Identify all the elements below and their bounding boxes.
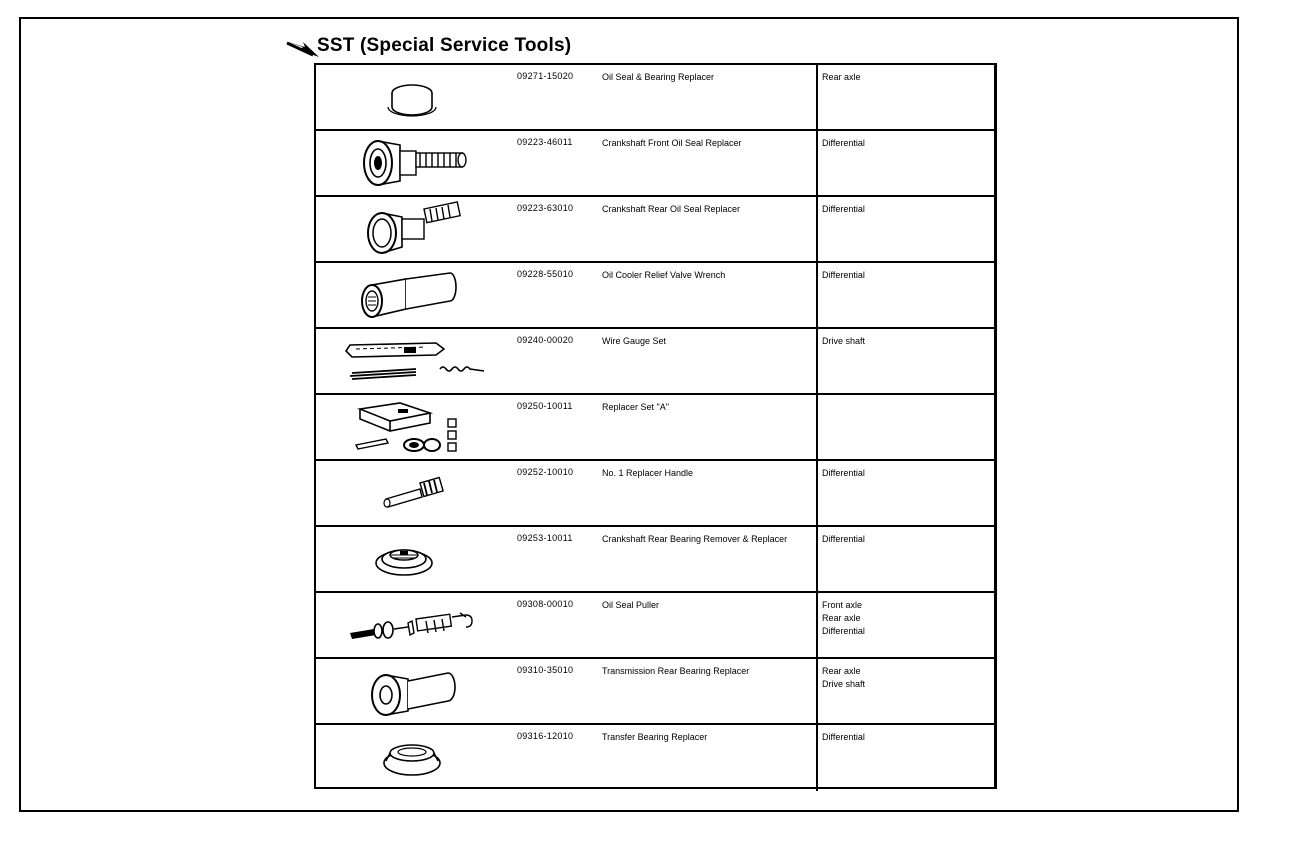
part-number: 09250-10011 [517,401,573,411]
tool-name: Crankshaft Front Oil Seal Replacer [602,138,742,148]
tool-name: Oil Seal & Bearing Replacer [602,72,715,82]
tool-name: Oil Cooler Relief Valve Wrench [602,270,726,280]
part-number: 09308-00010 [517,599,574,609]
tool-image-cell [316,197,516,261]
ring-replacer-icon [316,197,516,261]
tool-name: Transmission Rear Bearing Replacer [602,666,750,676]
part-number: 09228-55010 [517,269,574,279]
tool-name: Crankshaft Rear Bearing Remover & Replacer [602,534,788,544]
table-row [316,659,994,725]
pointer-arrow-icon [285,33,319,59]
table-row [316,197,994,263]
usage-cell [816,659,996,723]
socket-wrench-icon [316,263,516,327]
usage-cell [816,395,996,459]
tool-name: Crankshaft Rear Oil Seal Replacer [602,204,741,214]
usage-cell [816,197,996,261]
tool-image-cell [316,263,516,327]
part-number: 09223-63010 [517,203,574,213]
usage-item: Differential [822,270,865,280]
ring-cap-icon [316,725,516,789]
bearing-remover-icon [316,527,516,591]
handle-icon [316,461,516,525]
tool-image-cell [316,65,516,129]
usage-item: Rear axle [822,613,861,623]
usage-cell [816,725,996,791]
usage-cell [816,329,996,393]
usage-cell [816,65,996,129]
tool-name: No. 1 Replacer Handle [602,468,694,478]
section-heading [285,33,571,59]
tool-name: Oil Seal Puller [602,600,660,610]
usage-item: Differential [822,626,865,636]
usage-cell [816,461,996,525]
tool-image-cell [316,329,516,393]
threaded-replacer-icon [316,131,516,195]
table-row [316,527,994,593]
tool-name: Wire Gauge Set [602,336,667,346]
usage-item: Rear axle [822,72,861,82]
tool-image-cell [316,725,516,789]
sst-table [314,63,997,789]
usage-cell [816,263,996,327]
usage-item: Differential [822,138,865,148]
table-row [316,131,994,197]
usage-item: Drive shaft [822,679,866,689]
part-number: 09223-46011 [517,137,573,147]
table-row [316,725,994,791]
part-number: 09252-10010 [517,467,574,477]
usage-item: Differential [822,204,865,214]
part-number: 09253-10011 [517,533,573,543]
bearing-replacer-icon [316,659,516,723]
part-number: 09316-12010 [517,731,574,741]
part-number: 09271-15020 [517,71,574,81]
table-row [316,263,994,329]
table-row [316,593,994,659]
seal-puller-icon [316,593,516,657]
cap-replacer-icon [316,65,516,129]
usage-cell [816,593,996,657]
tool-image-cell [316,593,516,657]
tool-name: Replacer Set "A" [602,402,669,412]
table-row [316,329,994,395]
usage-item: Rear axle [822,666,861,676]
usage-item: Differential [822,534,865,544]
tool-image-cell [316,527,516,591]
tool-image-cell [316,395,516,459]
replacer-set-icon [316,395,516,459]
tool-name: Transfer Bearing Replacer [602,732,708,742]
tool-image-cell [316,659,516,723]
usage-item: Differential [822,732,865,742]
part-number: 09310-35010 [517,665,574,675]
usage-item: Front axle [822,600,863,610]
part-number: 09240-00020 [517,335,574,345]
table-row [316,461,994,527]
table-row [316,395,994,461]
tool-image-cell [316,131,516,195]
page-title: SST (Special Service Tools) [317,35,572,56]
table-row [316,65,994,131]
usage-cell [816,131,996,195]
usage-cell [816,527,996,591]
usage-item: Differential [822,468,865,478]
wire-gauge-icon [316,329,516,393]
usage-item: Drive shaft [822,336,866,346]
tool-image-cell [316,461,516,525]
